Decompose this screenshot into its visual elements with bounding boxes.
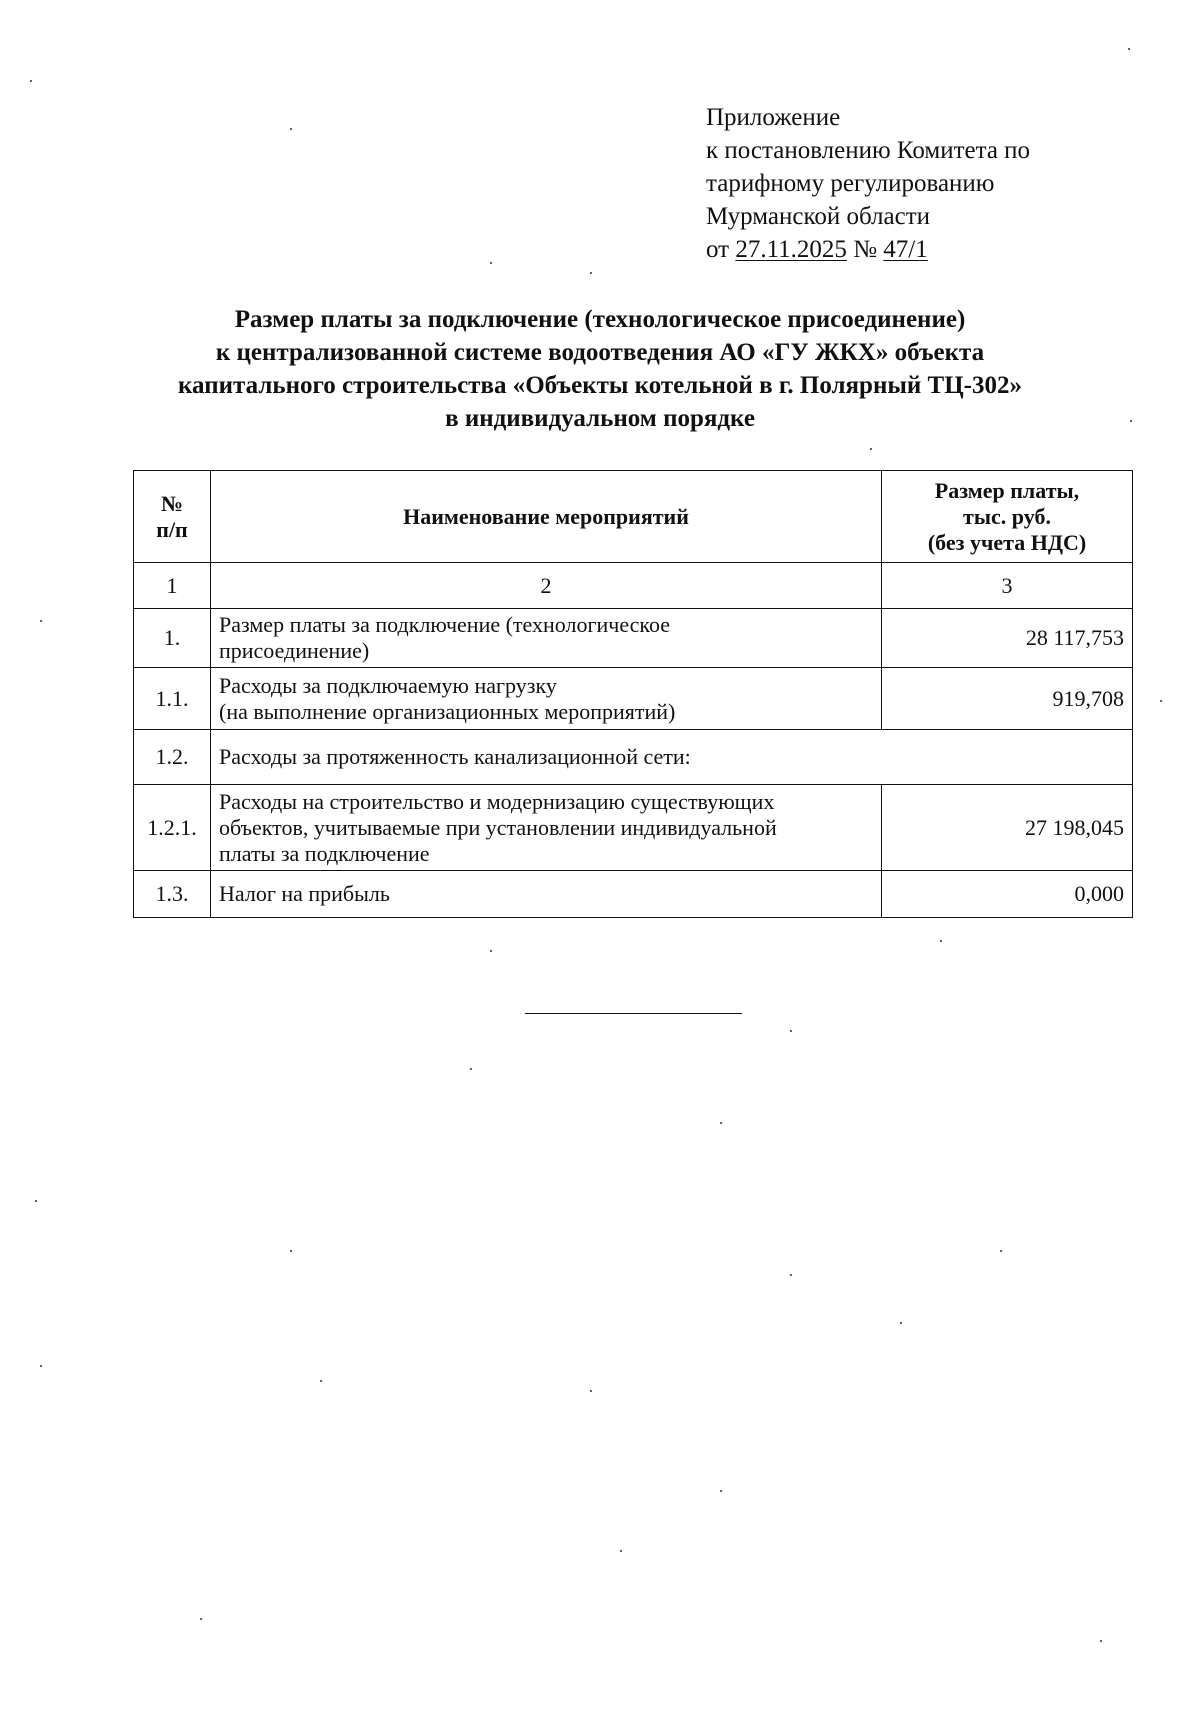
scan-speck [35,1200,37,1202]
scan-speck [320,1380,322,1382]
column-number-2: 2 [211,563,882,609]
row-name-line: Расходы за протяженность канализационной сети: [219,744,691,769]
appendix-line-1: Приложение [706,104,841,131]
header-num-line-2: п/п [156,516,188,542]
row-name [211,871,882,918]
table-row [134,668,1133,730]
scan-speck [870,448,872,450]
row-name-line: Расходы за подключаемую нагрузку [219,672,557,698]
scan-speck [590,272,592,274]
header-value-line-1: Размер платы, [934,477,1080,503]
header-value-line-2: тыс. руб. [963,503,1051,529]
column-number-3: 3 [882,563,1133,609]
row-value: 919,708 [882,668,1133,730]
scan-speck [720,1490,722,1492]
appendix-number-sign: № [853,236,878,263]
header-value-line-3: (без учета НДС) [927,529,1087,555]
header-value [882,471,1133,563]
row-name [211,785,882,871]
header-name: Наименование мероприятий [211,471,882,563]
appendix-line-4: Мурманской области [706,203,931,230]
scan-speck [40,1365,42,1367]
scan-speck [590,1390,592,1392]
title-line-4: в индивидуальном порядке [445,405,755,432]
header-num-line-1: № [160,490,184,516]
scan-speck [290,1250,292,1252]
title-line-2: к централизованной системе водоотведения АО «ГУ ЖКХ» объекта [215,339,985,366]
row-name-line: присоединение) [219,638,370,663]
scan-speck [1128,48,1130,50]
table-row [134,730,1133,785]
row-num: 1.2. [134,730,211,785]
row-name-line: платы за подключение [219,840,430,866]
scan-speck [490,262,492,264]
scan-speck [1000,1250,1002,1252]
scan-speck [1130,420,1132,422]
fees-table [133,470,1133,918]
scan-speck [790,1030,792,1032]
document-title [100,303,1100,435]
appendix-line-2: к постановлению Комитета по [706,137,1031,164]
row-num: 1. [134,609,211,668]
scan-speck [290,128,292,130]
table-row [134,609,1133,668]
scan-speck [790,1274,792,1276]
column-number-1: 1 [134,563,211,609]
row-num: 1.3. [134,871,211,918]
table-row [134,785,1133,871]
row-name-line: объектов, учитываемые при установлении индивидуальной [219,814,777,840]
scan-speck [720,1122,722,1124]
row-name-line: Расходы на строительство и модернизацию существующих [219,788,775,814]
row-num: 1.2.1. [134,785,211,871]
row-value: 28 117,753 [882,609,1133,668]
scan-speck [620,1550,622,1552]
title-line-1: Размер платы за подключение (технологическое присоединение) [234,306,966,333]
scan-speck [470,1068,472,1070]
appendix-line-3: тарифному регулированию [706,170,995,197]
appendix-date-prefix: от [706,236,730,263]
header-num [134,471,211,563]
title-line-3: капитального строительства «Объекты котельной в г. Полярный ТЦ-302» [178,372,1022,399]
row-value: 0,000 [882,871,1133,918]
row-name [211,668,882,730]
scan-speck [1160,700,1162,702]
appendix-block [706,101,1126,266]
scan-speck [40,620,42,622]
appendix-number: 47/1 [883,236,928,263]
row-name [211,609,882,668]
row-value: 27 198,045 [882,785,1133,871]
scan-speck [1100,1640,1102,1642]
scan-speck [490,950,492,952]
appendix-date-line [706,233,1126,266]
scan-speck [900,1322,902,1324]
scan-speck [940,940,942,942]
scan-speck [200,1618,202,1620]
row-name-line: Размер платы за подключение (технологическое [219,612,671,637]
appendix-date: 27.11.2025 [735,236,847,263]
row-name-line: Налог на прибыль [219,881,390,906]
row-num: 1.1. [134,668,211,730]
table-row [134,871,1133,918]
table-header-row [134,471,1133,563]
scan-speck [30,80,32,82]
row-name [211,730,1133,785]
column-number-row [134,563,1133,609]
end-divider [525,1013,742,1014]
row-name-line: (на выполнение организационных мероприятий) [219,698,676,724]
